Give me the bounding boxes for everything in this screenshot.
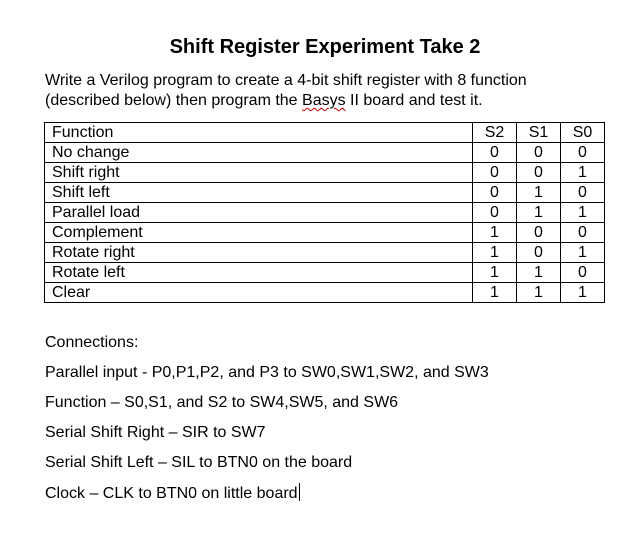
- s2-cell: 0: [473, 183, 517, 203]
- intro-line-2-end: II board and test it.: [345, 92, 483, 109]
- s2-cell: 1: [473, 223, 517, 243]
- s0-cell: 0: [561, 223, 605, 243]
- s2-cell: 0: [473, 143, 517, 163]
- table-row: [45, 163, 605, 183]
- connection-line-parallel-input: Parallel input - P0,P1,P2, and P3 to SW0,SW1,SW2, and SW3: [45, 364, 489, 381]
- intro-line-2-start: (described below) then program the: [45, 92, 303, 109]
- function-cell: Parallel load: [45, 203, 473, 223]
- spellcheck-flagged-word[interactable]: Basys: [302, 92, 346, 109]
- function-table: [44, 122, 605, 303]
- s2-cell: 1: [473, 283, 517, 303]
- connection-line-clock: [45, 483, 605, 513]
- connection-line-serial-shift-right: Serial Shift Right – SIR to SW7: [45, 424, 266, 441]
- table-row: [45, 243, 605, 263]
- intro-line-2: [45, 91, 605, 111]
- table-row: [45, 143, 605, 163]
- header-cell-s1: S1: [517, 123, 561, 143]
- s0-cell: 0: [561, 263, 605, 283]
- s1-cell: 0: [517, 163, 561, 183]
- table-header-row: [45, 123, 605, 143]
- s0-cell: 1: [561, 203, 605, 223]
- s1-cell: 1: [517, 263, 561, 283]
- s1-cell: 0: [517, 223, 561, 243]
- intro-line-1: Write a Verilog program to create a 4-bit shift register with 8 function: [45, 72, 527, 89]
- s1-cell: 1: [517, 203, 561, 223]
- function-cell: Rotate right: [45, 243, 473, 263]
- function-cell: No change: [45, 143, 473, 163]
- header-cell-s0: S0: [561, 123, 605, 143]
- s1-cell: 1: [517, 283, 561, 303]
- table-row: [45, 203, 605, 223]
- function-cell: Shift left: [45, 183, 473, 203]
- table-row: [45, 263, 605, 283]
- s1-cell: 0: [517, 143, 561, 163]
- function-cell: Clear: [45, 283, 473, 303]
- table-row: [45, 283, 605, 303]
- connections-section: [45, 333, 605, 513]
- table-row: [45, 223, 605, 243]
- function-cell: Rotate left: [45, 263, 473, 283]
- function-cell: Shift right: [45, 163, 473, 183]
- s1-cell: 0: [517, 243, 561, 263]
- s0-cell: 0: [561, 183, 605, 203]
- connection-line-function: Function – S0,S1, and S2 to SW4,SW5, and SW6: [45, 394, 399, 411]
- function-cell: Complement: [45, 223, 473, 243]
- s1-cell: 1: [517, 183, 561, 203]
- intro-paragraph: [45, 71, 605, 111]
- connections-heading: Connections:: [45, 334, 139, 351]
- s0-cell: 1: [561, 243, 605, 263]
- s0-cell: 0: [561, 143, 605, 163]
- document-title: Shift Register Experiment Take 2: [169, 36, 481, 58]
- header-cell-s2: S2: [473, 123, 517, 143]
- s0-cell: 1: [561, 163, 605, 183]
- connection-line-clock-text: Clock – CLK to BTN0 on little board: [45, 485, 298, 502]
- header-cell-function: Function: [45, 123, 473, 143]
- s2-cell: 0: [473, 163, 517, 183]
- table-row: [45, 183, 605, 203]
- s0-cell: 1: [561, 283, 605, 303]
- s2-cell: 1: [473, 263, 517, 283]
- connection-line-serial-shift-left: Serial Shift Left – SIL to BTN0 on the board: [45, 454, 353, 471]
- s2-cell: 0: [473, 203, 517, 223]
- s2-cell: 1: [473, 243, 517, 263]
- text-cursor: [299, 483, 300, 501]
